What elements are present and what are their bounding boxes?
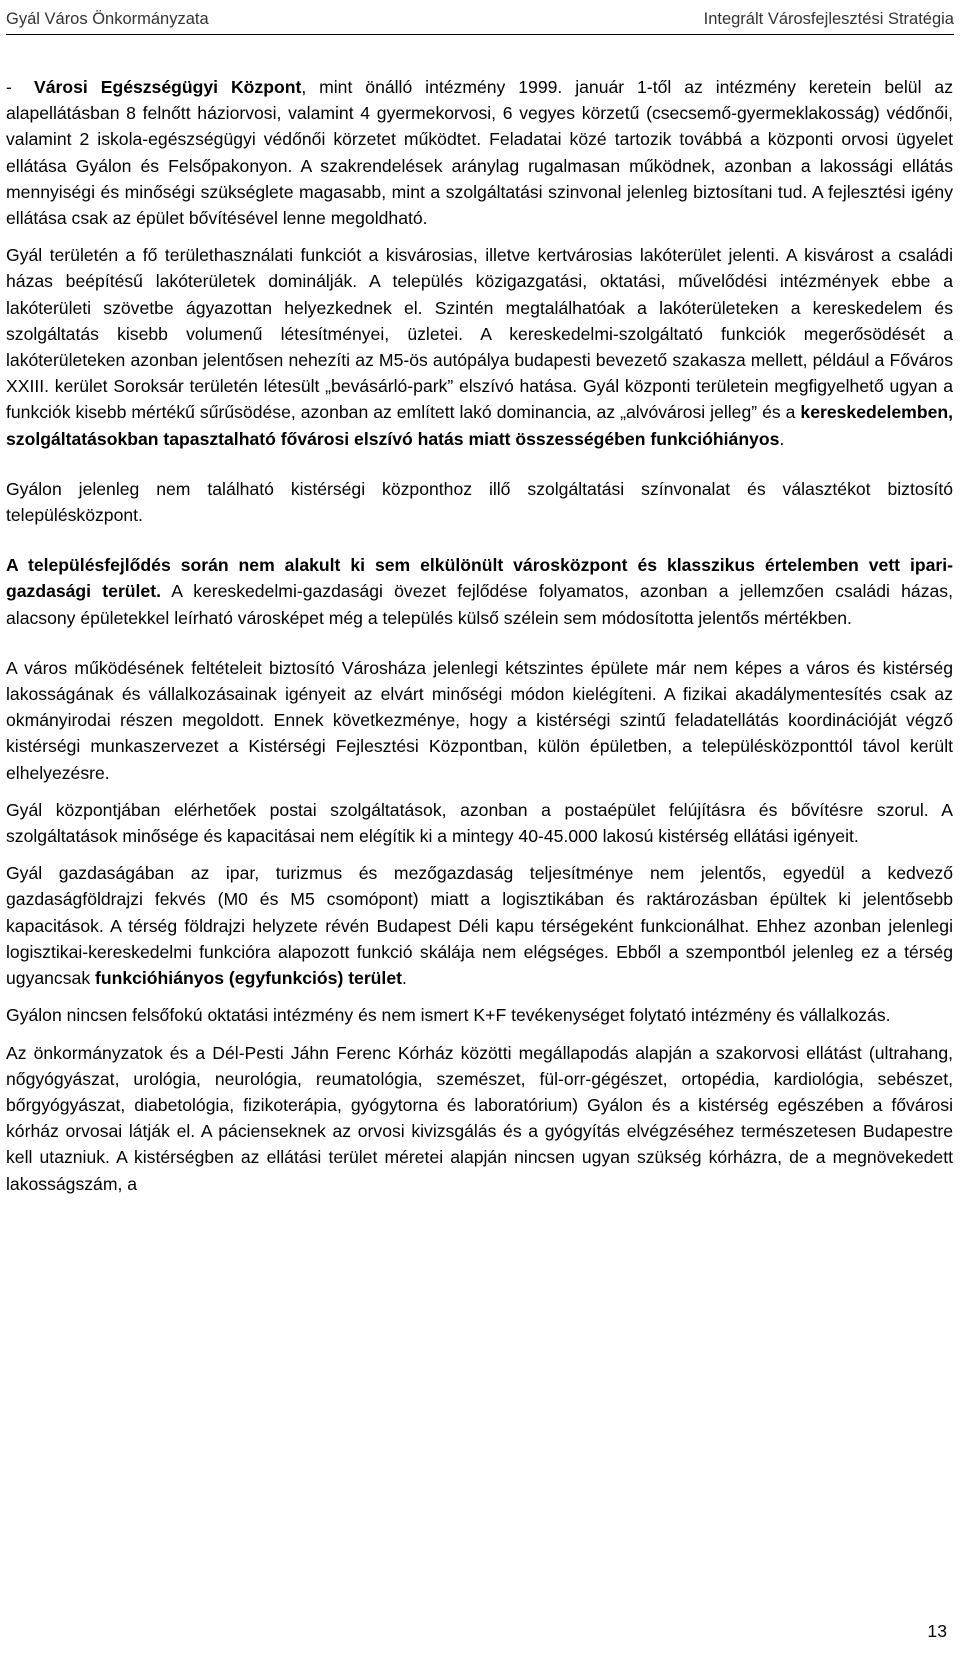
paragraph-town-center — [6, 476, 953, 528]
paragraph-town-hall — [6, 655, 953, 786]
paragraph-education — [6, 1002, 953, 1028]
bold-phrase: funkcióhiányos (egyfunkciós) terület — [95, 968, 402, 989]
list-dash: - — [6, 77, 12, 97]
page-number: 13 — [927, 1621, 947, 1641]
paragraph-land-use — [6, 242, 953, 452]
paragraph-text: Gyál gazdaságában az ipar, turizmus és mezőgazdaság teljesítménye nem jelentős, egyedül a kedvező gazdaságföldrajzi fekvés (M0 és M5 csomópont) miatt a logisztikában és raktározásban épültek ki jelentősebb kapacitások. A térség földrajzi helyzete révén Budapest Déli kapu térségeként funkcionálhat. Ehhez azonban jelenlegi logisztikai-kereskedelmi funkcióra alapozott funkció skálája nem elégséges. Ebből a szempontból jelenleg ez a térség ugyancsak — [6, 863, 953, 989]
paragraph-text: . — [779, 428, 785, 449]
paragraph-development — [6, 552, 953, 631]
header-municipality: Gyál Város Önkormányzata — [6, 10, 209, 28]
paragraph-text: Gyálon jelenleg nem található kistérségi központhoz illő szolgáltatási színvonalat és választékot biztosító településközpont. — [6, 478, 953, 526]
paragraph-health-center — [6, 74, 953, 231]
paragraph-postal — [6, 797, 953, 849]
header-document-title: Integrált Városfejlesztési Stratégia — [703, 10, 954, 28]
paragraph-text: . — [401, 968, 407, 989]
bold-phrase: Városi Egészségügyi Központ — [34, 77, 302, 97]
document-body — [6, 74, 953, 1197]
paragraph-text: A kereskedelmi-gazdasági övezet fejlődése folyamatos, azonban a jellemzően családi házas, alacsony épületekkel leírható városképet még a település külső szélein sem módosította jelentős mértékben. — [6, 581, 953, 628]
paragraph-text: Gyálon nincsen felsőfokú oktatási intézmény és nem ismert K+F tevékenységet folytató intézmény és vállalkozás. — [6, 1005, 891, 1026]
paragraph-text: Gyál területén a fő területhasználati funkciót a kisvárosias, illetve kertvárosias lakóterület jelenti. A kisvárost a családi házas beépítésű lakóterületek dominálják. A település közigazgatási, oktatási, művelődési intézmények ebbe a lakóterületi szövetbe ágyazottan helyezkednek el. Szintén megtalálhatóak a lakóterületeken a kereskedelem és szolgáltatás kisebb volumenű létesítményei, üzletei. A kereskedelmi-szolgáltató funkciók megerősödését a lakóterületeken azonban jelentősen nehezíti az M5-ös autópálya budapesti bevezető szakasza mellett, például a Főváros XXIII. kerület Soroksár területén létesült „bevásárló-park” elszívó hatása. Gyál központi területein megfigyelhető ugyan a funkciók kisebb mértékű sűrűsödése, azonban az említett lakó dominancia, az „alvóvárosi jelleg” és a — [6, 245, 953, 423]
paragraph-text: Gyál központjában elérhetőek postai szolgáltatások, azonban a postaépület felújításra és bővítésre szorul. A szolgáltatások minősége és kapacitásai nem elégítik ki a mintegy 40-45.000 lakosú kistérség ellátási igényeit. — [6, 799, 953, 847]
bold-phrase: A településfejlődés során nem alakult ki sem elkülönült városközpont és klasszikus értelemben vett ipari-gazdasági terület. — [6, 555, 953, 602]
page-header — [6, 4, 954, 35]
paragraph-text: A város működésének feltételeit biztosító Városháza jelenlegi kétszintes épülete már nem képes a város és kistérség lakosságának és vállalkozásainak igényeit az elvárt minőségi módon kielégíteni. A fizikai akadálymentesítés csak az okmányirodai részen megoldott. Ennek következménye, hogy a kistérségi szintű feladatellátás koordinációját végző kistérségi munkaszervezet a Kistérségi Fejlesztési Központban, külön épületben, a településközponttól távol került elhelyezésre. — [6, 657, 953, 783]
paragraph-economy — [6, 860, 953, 991]
paragraph-specialist-care — [6, 1040, 953, 1197]
paragraph-text: , mint önálló intézmény 1999. január 1-től az intézmény keretein belül az alapellátásban 8 felnőtt háziorvosi, valamint 4 gyermekorvosi, 6 vegyes körzetű (csecsemő-gyermeklakosság) védőnői, valamint 2 iskola-egészségügyi védőnői körzetet működtet. Feladatai közé tartozik továbbá a központi orvosi ügyelet ellátása Gyálon és Felsőpakonyon. A szakrendelések aránylag rugalmasan működnek, azonban a lakossági ellátás mennyiségi és minőségi szükséglete magasabb, mint a szolgáltatási szinvonal jelenleg biztosítani tud. A fejlesztési igény ellátása csak az épület bővítésével lenne megoldható. — [6, 77, 953, 229]
paragraph-text: Az önkormányzatok és a Dél-Pesti Jáhn Ferenc Kórház közötti megállapodás alapján a szakorvosi ellátást (ultrahang, nőgyógyászat, urológia, neurológia, reumatológia, szemészet, fül-orr-gégészet, ortopédia, kardiológia, sebészet, bőrgyógyászat, diabetológia, fizikoterápia, gyógytorna és laboratórium) Gyálon és a kistérség egészében a fővárosi kórház orvosai látják el. A pácienseknek az orvosi kivizsgálás és a gyógyítás elvégzéséhez természetesen Budapestre kell utazniuk. A kistérségben az ellátási terület méretei alapján nincsen ugyan szükség kórházra, de a megnövekedett lakosságszám, a — [6, 1042, 953, 1194]
bold-phrase: kereskedelemben, szolgáltatásokban tapasztalható fővárosi elszívó hatás miatt összességében funkcióhiányos — [6, 402, 953, 449]
